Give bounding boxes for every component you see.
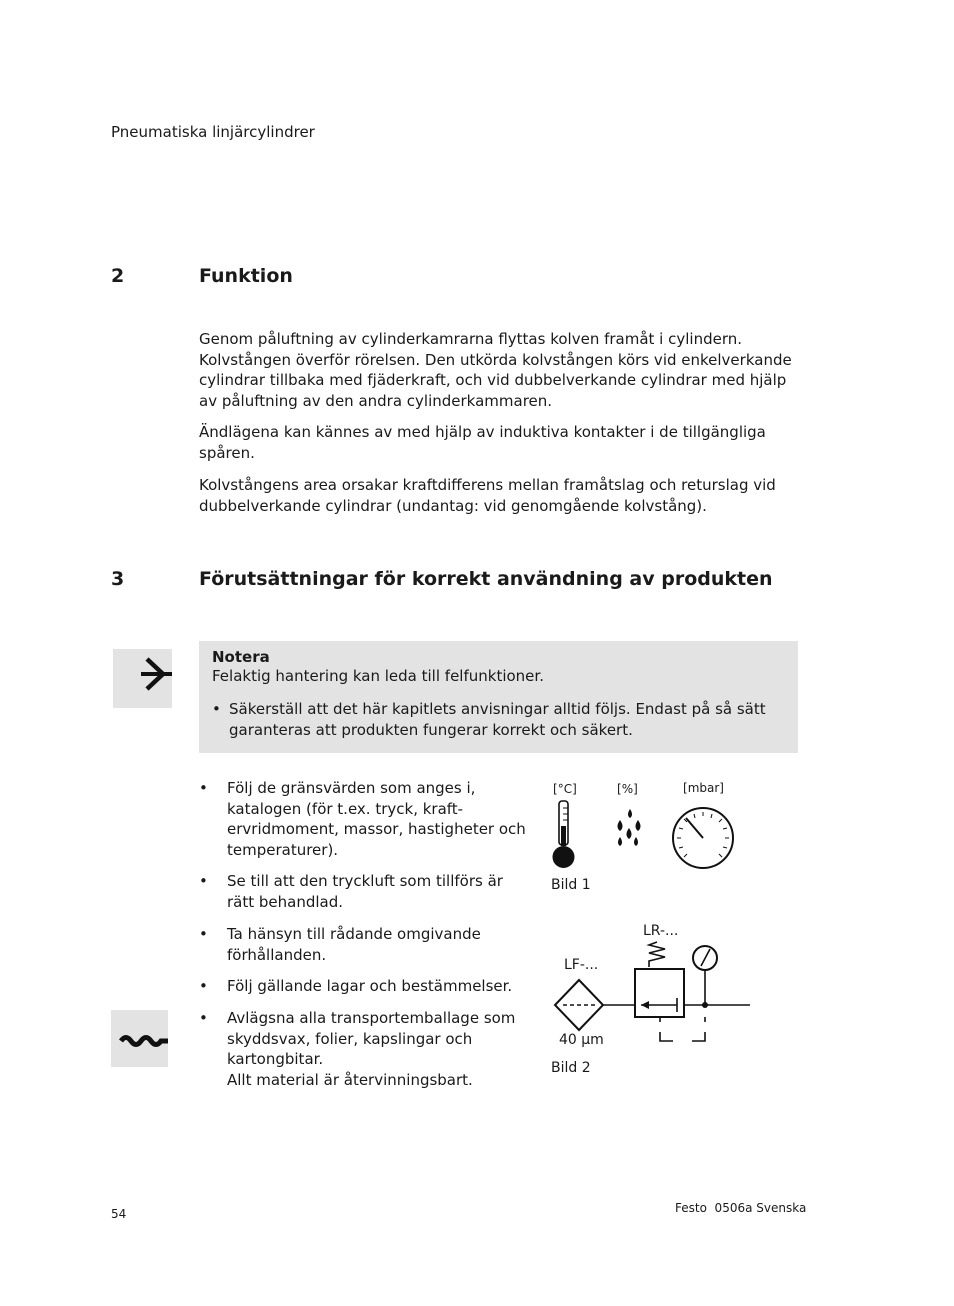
page-number: 54 (111, 1207, 127, 1221)
list-item-text: Se till att den tryckluft som tillförs är rätt behandlad. (227, 872, 503, 911)
figure-2-caption: Bild 2 (551, 1060, 591, 1076)
bullet-dot-icon: • (199, 1009, 208, 1027)
bullet-dot-icon: • (199, 872, 208, 890)
bullet-dot-icon: • (199, 779, 208, 797)
filter-size-label: 40 µm (559, 1032, 604, 1048)
note-bullet-text: Säkerställ att det här kapitlets anvisningar alltid följs. Endast på så sätt garanteras att produkten fungerar korrekt och säkert. (229, 700, 766, 739)
pressure-gauge-icon (673, 808, 733, 868)
list-item (199, 778, 529, 861)
figure-1-caption: Bild 1 (551, 877, 591, 893)
gauge-icon (693, 946, 717, 970)
figure-1-icons (550, 798, 750, 872)
list-item-text: Avlägsna alla transportemballage som skyddsvax, folier, kapslingar och kartongbitar. (227, 1009, 516, 1069)
section-3-number: 3 (111, 568, 125, 590)
note-box (199, 641, 798, 753)
note-title: Notera (212, 648, 270, 666)
section-3-title: Förutsättningar för korrekt användning av produkten (199, 568, 773, 590)
note-bullet (212, 699, 782, 740)
list-item (199, 1008, 529, 1091)
note-text: Felaktig hantering kan leda till felfunktioner. (212, 667, 544, 685)
figure-2 (545, 920, 755, 1085)
list-item (199, 871, 529, 912)
note-arrow-icon (113, 649, 172, 708)
footer-publisher: Festo 0506a Svenska (675, 1201, 807, 1215)
pressure-unit-label: [mbar] (683, 781, 724, 795)
temperature-unit-label: [°C] (553, 782, 577, 796)
section-2-number: 2 (111, 265, 125, 287)
lf-label: LF-... (564, 957, 599, 973)
list-item (199, 976, 529, 997)
recycling-wave-icon (111, 1010, 168, 1067)
section-2-title: Funktion (199, 265, 293, 287)
running-head: Pneumatiska linjärcylindrer (111, 123, 315, 141)
section-2-paragraph-1: Genom påluftning av cylinderkamrarna flyttas kolven framåt i cylindern. Kolvstången överför rörelsen. Den utkörda kolvstången körs vid enkelverkande cylindrar tillbaka med fjäderkraft, och vid dubbelverkande cylindrar med hjälp av påluftning av den andra cylinderkammaren. (199, 330, 792, 411)
list-item-text: Följ de gränsvärden som anges i, katalogen (för t.ex. tryck, kraft-ervridmoment, massor, hastigheter och temperaturer). (227, 779, 526, 860)
figure-1 (550, 780, 750, 900)
list-item-text: Följ gällande lagar och bestämmelser. (227, 977, 513, 995)
thermometer-icon (553, 801, 575, 868)
lr-label: LR-... (643, 923, 679, 939)
bullet-dot-icon: • (199, 925, 208, 943)
list-item-text: Ta hänsyn till rådande omgivande förhållanden. (227, 925, 481, 964)
bullet-dot-icon: • (199, 977, 208, 995)
section-2-paragraph-3: Kolvstångens area orsakar kraftdifferens mellan framåtslag och returslag vid dubbelverkande cylindrar (undantag: vid genomgående kolvstång). (199, 476, 776, 515)
filter-icon (555, 980, 603, 1030)
regulator-icon (635, 942, 684, 1017)
list-item-extra-text: Allt material är återvinningsbart. (227, 1071, 473, 1090)
list-item (199, 924, 529, 965)
water-drops-icon (618, 809, 641, 846)
bullet-dot-icon: • (212, 700, 221, 718)
section-2-paragraph-2: Ändlägena kan kännes av med hjälp av induktiva kontakter i de tillgängliga spåren. (199, 423, 766, 462)
humidity-unit-label: [%] (617, 782, 638, 796)
